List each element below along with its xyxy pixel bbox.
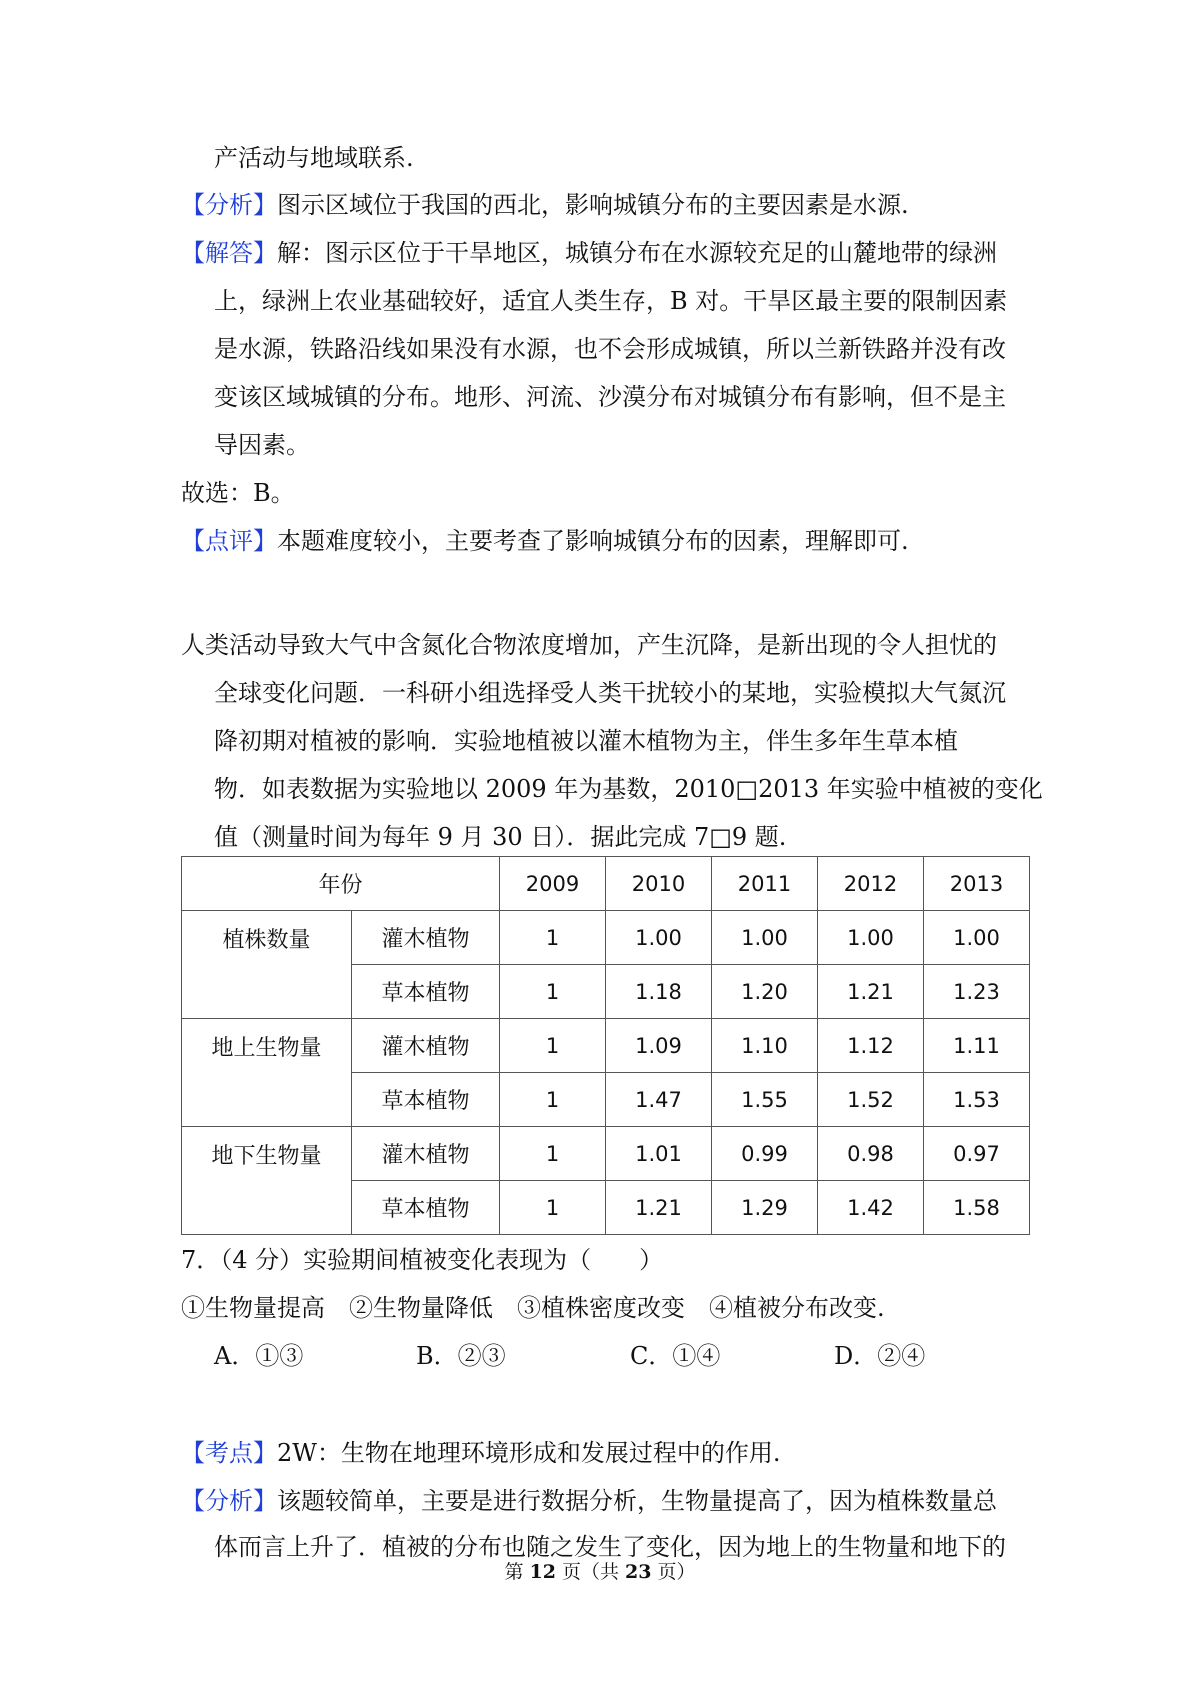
value-cell: 1 [500, 1127, 606, 1181]
value-cell: 1.00 [924, 911, 1030, 965]
year-cell: 2013 [924, 857, 1030, 911]
value-cell: 1.09 [606, 1019, 712, 1073]
plant-type: 草本植物 [352, 1073, 500, 1127]
value-cell: 1.21 [606, 1181, 712, 1235]
value-cell: 1.20 [712, 965, 818, 1019]
knowledge-point-text: 2W：生物在地理环境形成和发展过程中的作用. [277, 1439, 781, 1467]
value-cell: 1 [500, 965, 606, 1019]
total-page-number: 23 [625, 1561, 652, 1583]
value-cell: 1.00 [818, 911, 924, 965]
passage-line: 降初期对植被的影响．实验地植被以灌木植物为主，伴生多年生草本植 [214, 727, 958, 755]
table-header-row [182, 857, 1030, 911]
year-cell: 2009 [500, 857, 606, 911]
answer-line: 变该区域城镇的分布。地形、河流、沙漠分布对城镇分布有影响，但不是主 [214, 383, 1006, 411]
comment-paragraph [181, 526, 909, 556]
continued-text: 产活动与地域联系. [214, 144, 414, 172]
current-page-number: 12 [529, 1561, 556, 1583]
answer-line: 上，绿洲上农业基础较好，适宜人类生存，B 对。干旱区最主要的限制因素 [214, 287, 1008, 315]
value-cell: 1 [500, 1181, 606, 1235]
plant-type: 灌木植物 [352, 1019, 500, 1073]
footer-middle: 页（共 [555, 1561, 626, 1583]
plant-type: 草本植物 [352, 965, 500, 1019]
analysis-line: 体而言上升了．植被的分布也随之发生了变化，因为地上的生物量和地下的 [214, 1533, 1006, 1561]
value-cell: 1.53 [924, 1073, 1030, 1127]
plant-type: 灌木植物 [352, 1127, 500, 1181]
answer-line: 是水源，铁路沿线如果没有水源，也不会形成城镇，所以兰新铁路并没有改 [214, 335, 1006, 363]
passage-line: 人类活动导致大气中含氮化合物浓度增加，产生沉降，是新出现的令人担忧的 [181, 631, 997, 659]
value-cell: 1.47 [606, 1073, 712, 1127]
value-cell: 1.00 [712, 911, 818, 965]
vegetation-table [181, 856, 1029, 1235]
question-stem: 7．（4 分）实验期间植被变化表现为（ ） [181, 1246, 664, 1274]
answer-line: 导因素。 [214, 431, 310, 459]
value-cell: 1.52 [818, 1073, 924, 1127]
analysis-tag: 【分析】 [181, 191, 277, 219]
value-cell: 0.98 [818, 1127, 924, 1181]
value-cell: 0.99 [712, 1127, 818, 1181]
footer-suffix: 页） [651, 1561, 696, 1583]
value-cell: 1.10 [712, 1019, 818, 1073]
option-b: B．②③ [416, 1342, 506, 1370]
value-cell: 1.12 [818, 1019, 924, 1073]
option-c: C．①④ [630, 1342, 721, 1370]
value-cell: 1.00 [606, 911, 712, 965]
value-cell: 1.11 [924, 1019, 1030, 1073]
option-d: D．②④ [834, 1342, 926, 1370]
year-header: 年份 [182, 857, 500, 911]
value-cell: 1.29 [712, 1181, 818, 1235]
group-label: 植株数量 [182, 911, 352, 1019]
value-cell: 1.18 [606, 965, 712, 1019]
value-cell: 1 [500, 1073, 606, 1127]
value-cell: 1.01 [606, 1127, 712, 1181]
value-cell: 0.97 [924, 1127, 1030, 1181]
footer-prefix: 第 [504, 1561, 530, 1583]
value-cell: 1.55 [712, 1073, 818, 1127]
group-label: 地上生物量 [182, 1019, 352, 1127]
value-cell: 1.58 [924, 1181, 1030, 1235]
page-footer [0, 1560, 1200, 1584]
analysis-paragraph [181, 190, 909, 220]
value-cell: 1.21 [818, 965, 924, 1019]
choice-text: 故选：B。 [181, 479, 295, 507]
value-cell: 1 [500, 911, 606, 965]
analysis-line: 该题较简单，主要是进行数据分析，生物量提高了，因为植株数量总 [277, 1487, 997, 1515]
table-row [182, 1127, 1030, 1181]
passage-line: 物．如表数据为实验地以 2009 年为基数，2010□2013 年实验中植被的变化 [214, 775, 1043, 803]
plant-type: 草本植物 [352, 1181, 500, 1235]
analysis-paragraph-2 [181, 1486, 997, 1516]
value-cell: 1.23 [924, 965, 1030, 1019]
value-cell: 1.42 [818, 1181, 924, 1235]
value-cell: 1 [500, 1019, 606, 1073]
plant-type: 灌木植物 [352, 911, 500, 965]
answer-paragraph [181, 238, 997, 268]
year-cell: 2011 [712, 857, 818, 911]
year-cell: 2012 [818, 857, 924, 911]
table-row [182, 1019, 1030, 1073]
comment-tag: 【点评】 [181, 527, 277, 555]
group-label: 地下生物量 [182, 1127, 352, 1235]
knowledge-point [181, 1438, 781, 1468]
answer-line: 解：图示区位于干旱地区，城镇分布在水源较充足的山麓地带的绿洲 [277, 239, 997, 267]
answer-tag: 【解答】 [181, 239, 277, 267]
analysis-tag: 【分析】 [181, 1487, 277, 1515]
question-items: ①生物量提高 ②生物量降低 ③植株密度改变 ④植被分布改变. [181, 1294, 885, 1322]
passage-line: 全球变化问题．一科研小组选择受人类干扰较小的某地，实验模拟大气氮沉 [214, 679, 1006, 707]
analysis-text: 图示区域位于我国的西北，影响城镇分布的主要因素是水源. [277, 191, 909, 219]
option-a: A．①③ [214, 1342, 304, 1370]
passage-line: 值（测量时间为每年 9 月 30 日）．据此完成 7□9 题. [214, 823, 787, 851]
year-cell: 2010 [606, 857, 712, 911]
table-row [182, 911, 1030, 965]
comment-text: 本题难度较小，主要考查了影响城镇分布的因素，理解即可. [277, 527, 909, 555]
knowledge-point-tag: 【考点】 [181, 1439, 277, 1467]
